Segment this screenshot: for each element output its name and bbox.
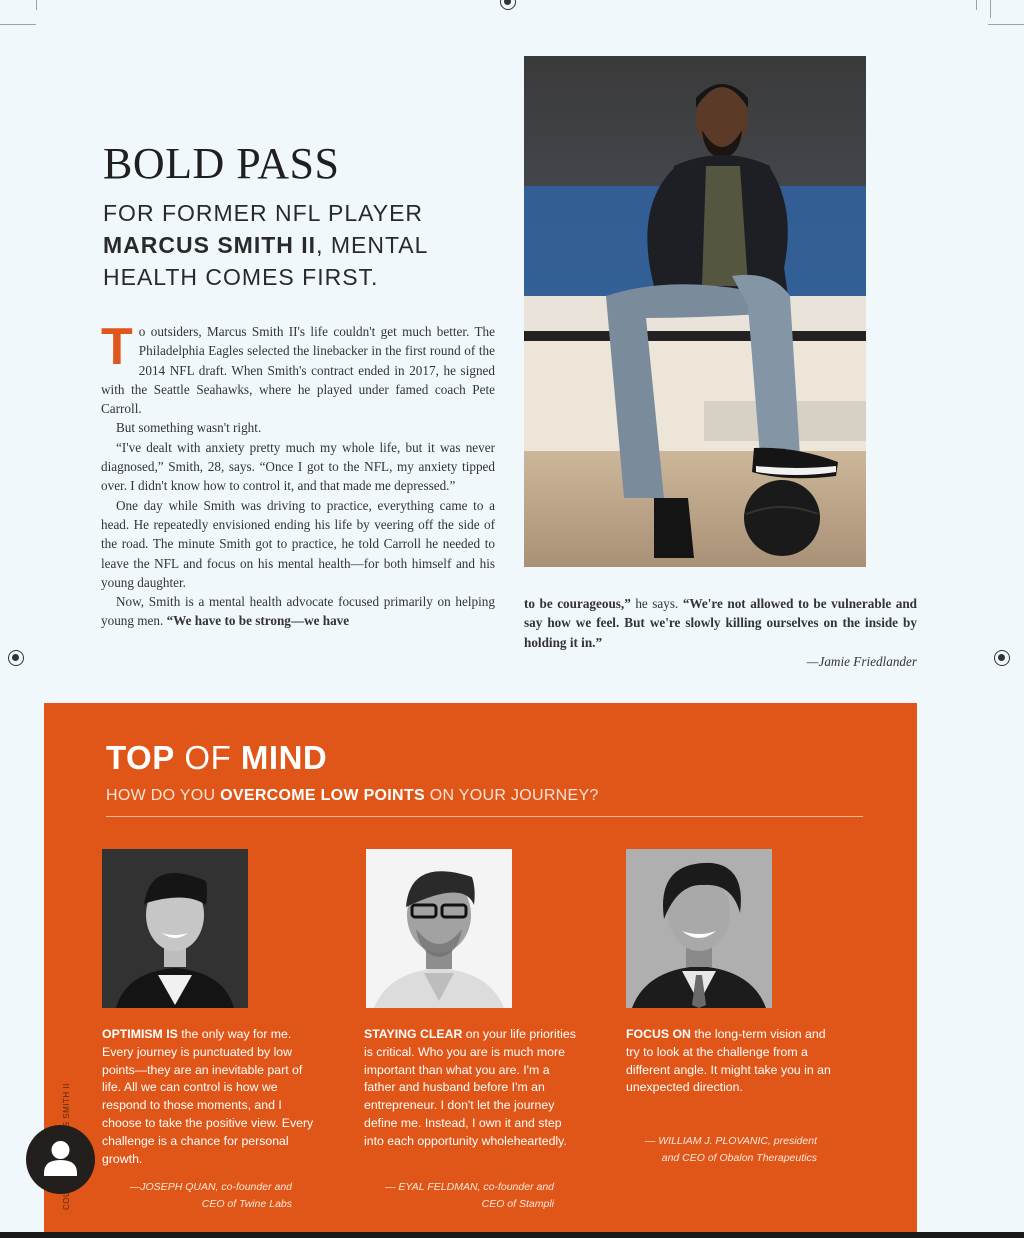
question-part: HOW DO YOU bbox=[106, 787, 221, 804]
paragraph-text: o outsiders, Marcus Smith II's life couldn't get much better. The Philadelphia Eagles selected the linebacker in the first round of the 2014 NFL draft. When Smith's contract ended in 2017, he signed with the Seattle Seahawks, where he played under famed coach Pete Carroll. bbox=[101, 324, 495, 417]
quote-text: the only way for me. Every journey is punctuated by low points—they are an inevitable part of life. All we can control is how we respond to those moments, and I choose to take the positive view. Every challenge is a chance for personal growth. bbox=[102, 1027, 314, 1166]
paragraph: But something wasn't right. bbox=[116, 420, 262, 436]
crop-mark bbox=[976, 0, 977, 10]
attribution-line: — EYAL FELDMAN, co-founder and bbox=[384, 1181, 554, 1193]
subhead-part: FOR FORMER NFL PLAYER bbox=[103, 200, 424, 226]
crop-mark bbox=[990, 0, 991, 18]
marcus-smith-photo bbox=[524, 56, 866, 567]
attribution-line: and CEO of Obalon Therapeutics bbox=[661, 1151, 817, 1164]
attribution-line: CEO of Twine Labs bbox=[201, 1197, 292, 1210]
attribution-line: CEO of Stampli bbox=[481, 1197, 554, 1210]
title-part: TOP bbox=[106, 739, 175, 776]
attribution-eyal-feldman bbox=[354, 1179, 554, 1212]
title-part: MIND bbox=[240, 739, 328, 776]
paragraph: One day while Smith was driving to practice, everything came to a head. He repeatedly envisioned ending his life by veering off the side of the road. The minute Smith got to practice, he told Carroll he needed to leave the NFL and focus on his mental health—for both himself and his young daughter. bbox=[101, 497, 495, 590]
attribution-william-plovanic bbox=[604, 1133, 817, 1166]
registration-mark-icon bbox=[994, 650, 1010, 666]
sidebar-question bbox=[106, 787, 599, 805]
sidebar-title bbox=[106, 739, 327, 777]
pull-quote-text: “We're not allowed to be vulnerable and say how we feel. But we're slowly killing ourselves on the inside by holding it in.” bbox=[524, 596, 917, 650]
attribution-joseph-quan bbox=[102, 1179, 292, 1212]
user-icon bbox=[26, 1125, 95, 1194]
paragraph bbox=[524, 594, 917, 652]
pull-quote-text: “We have to be strong—we have bbox=[166, 613, 350, 629]
subheadline bbox=[103, 197, 503, 293]
bottom-bar bbox=[0, 1232, 1024, 1238]
crop-mark bbox=[36, 0, 37, 10]
divider bbox=[106, 816, 863, 817]
byline: —Jamie Friedlander bbox=[806, 653, 917, 669]
registration-mark-icon bbox=[8, 650, 24, 666]
quote-text: on your life priorities is critical. Who you are is much more important than what you are. I'm a father and husband before I'm an entrepreneur. I don't let the journey define me. Instead, I own it and step into each opportunity wholeheartedly. bbox=[364, 1027, 576, 1148]
paragraph: “I've dealt with anxiety pretty much my whole life, but it was never diagnosed,” Smith, 28, says. “Once I got to the NFL, my anxiety tipped over. I didn't know how to control it, and that made me depressed.” bbox=[101, 439, 495, 494]
quote-joseph-quan bbox=[102, 1026, 317, 1168]
william-plovanic-photo bbox=[626, 849, 772, 1008]
question-part: OVERCOME LOW POINTS bbox=[220, 787, 425, 804]
paragraph bbox=[101, 592, 495, 631]
quote-lead: STAYING CLEAR bbox=[364, 1027, 463, 1041]
crop-mark bbox=[0, 24, 36, 25]
attribution-line: —JOSEPH QUAN, co-founder and bbox=[129, 1181, 292, 1193]
quote-eyal-feldman bbox=[364, 1026, 579, 1151]
quote-lead: OPTIMISM IS bbox=[102, 1027, 178, 1041]
article-body bbox=[101, 318, 495, 631]
attribution-line: — WILLIAM J. PLOVANIC, president bbox=[644, 1135, 817, 1147]
article-continuation bbox=[524, 594, 917, 671]
eyal-feldman-photo bbox=[366, 849, 512, 1008]
question-part: ON YOUR JOURNEY? bbox=[424, 787, 599, 804]
title-part: OF bbox=[174, 739, 241, 776]
subhead-name: MARCUS SMITH II bbox=[103, 232, 317, 258]
headline: BOLD PASS bbox=[103, 139, 340, 188]
quote-william-plovanic bbox=[626, 1026, 841, 1097]
subhead-part: , MENTAL HEALTH COMES FIRST. bbox=[103, 232, 428, 290]
crop-mark bbox=[988, 24, 1024, 25]
top-of-mind-sidebar bbox=[44, 703, 917, 1238]
drop-cap: T bbox=[101, 318, 133, 376]
profile-button[interactable] bbox=[26, 1125, 95, 1194]
paragraph-text: Now, Smith is a mental health advocate focused primarily on helping young men. bbox=[101, 594, 495, 629]
quote-lead: FOCUS ON bbox=[626, 1027, 691, 1041]
quote-text: the long-term vision and try to look at the challenge from a different angle. It might take you in an unexpected direction. bbox=[626, 1027, 831, 1095]
paragraph-text: he says. bbox=[630, 596, 683, 611]
pull-quote-text: to be courageous,” bbox=[524, 596, 631, 611]
registration-mark-icon bbox=[500, 0, 516, 10]
paragraph bbox=[101, 318, 495, 418]
joseph-quan-photo bbox=[102, 849, 248, 1008]
